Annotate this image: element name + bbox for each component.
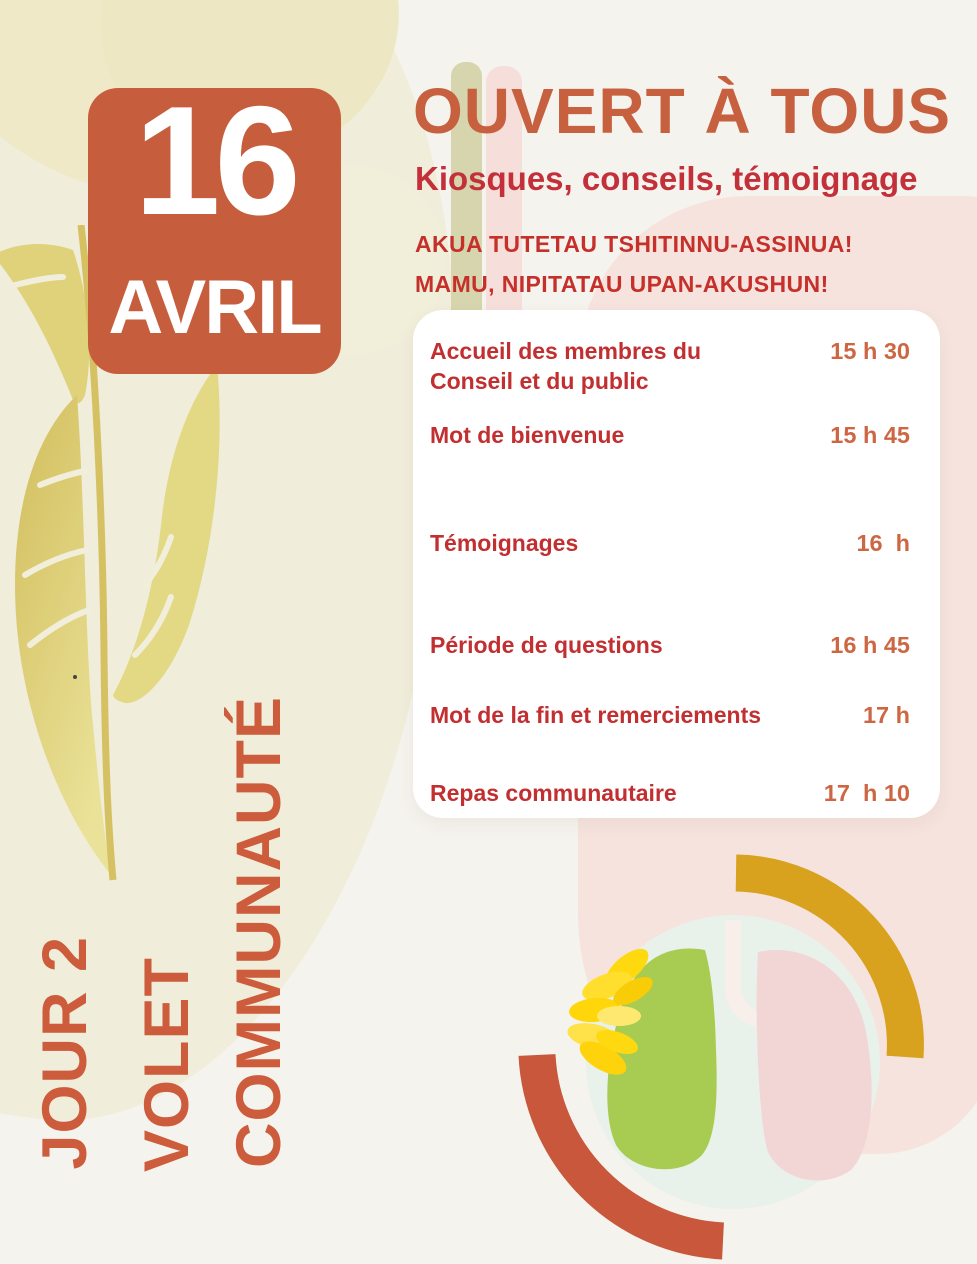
schedule-label: Témoignages (430, 530, 579, 556)
schedule-row (430, 630, 910, 660)
lungs-illustration (515, 848, 977, 1264)
schedule-label: Période de questions (430, 632, 663, 658)
date-badge (88, 74, 341, 374)
schedule-time: 16 h 45 (830, 632, 910, 658)
schedule-label: Mot de bienvenue (430, 422, 625, 448)
schedule-card (413, 310, 940, 818)
schedule-time: 17 h (862, 702, 910, 728)
poster-title: OUVERT À TOUS (413, 75, 952, 147)
innu-text-line-2: MAMU, NIPITATAU UPAN-AKUSHUN! (415, 271, 829, 297)
poster-subtitle: Kiosques, conseils, témoignage (415, 160, 918, 197)
side-text-communaute: COMMUNAUTÉ (224, 696, 294, 1168)
schedule-label: Mot de la fin et remerciements (430, 702, 762, 728)
schedule-time: 15 h 45 (830, 422, 910, 448)
side-text-volet: VOLET (132, 956, 202, 1172)
date-month: AVRIL (108, 265, 321, 350)
schedule-time: 17 h 10 (823, 780, 910, 806)
schedule-label: Repas communautaire (430, 780, 677, 806)
schedule-time: 15 h 30 (830, 338, 910, 364)
schedule-row (430, 420, 910, 450)
side-text-jour-2: JOUR 2 (30, 936, 100, 1170)
date-day: 16 (134, 74, 295, 247)
schedule-row (430, 336, 910, 396)
schedule-row (430, 778, 910, 808)
schedule-label: Accueil des membres du Conseil et du public (430, 338, 701, 394)
schedule-row (430, 700, 910, 730)
schedule-time: 16 h (856, 530, 910, 556)
small-dot (73, 675, 77, 679)
innu-text-line-1: AKUA TUTETAU TSHITINNU-ASSINUA! (415, 231, 853, 257)
schedule-row (430, 528, 910, 558)
